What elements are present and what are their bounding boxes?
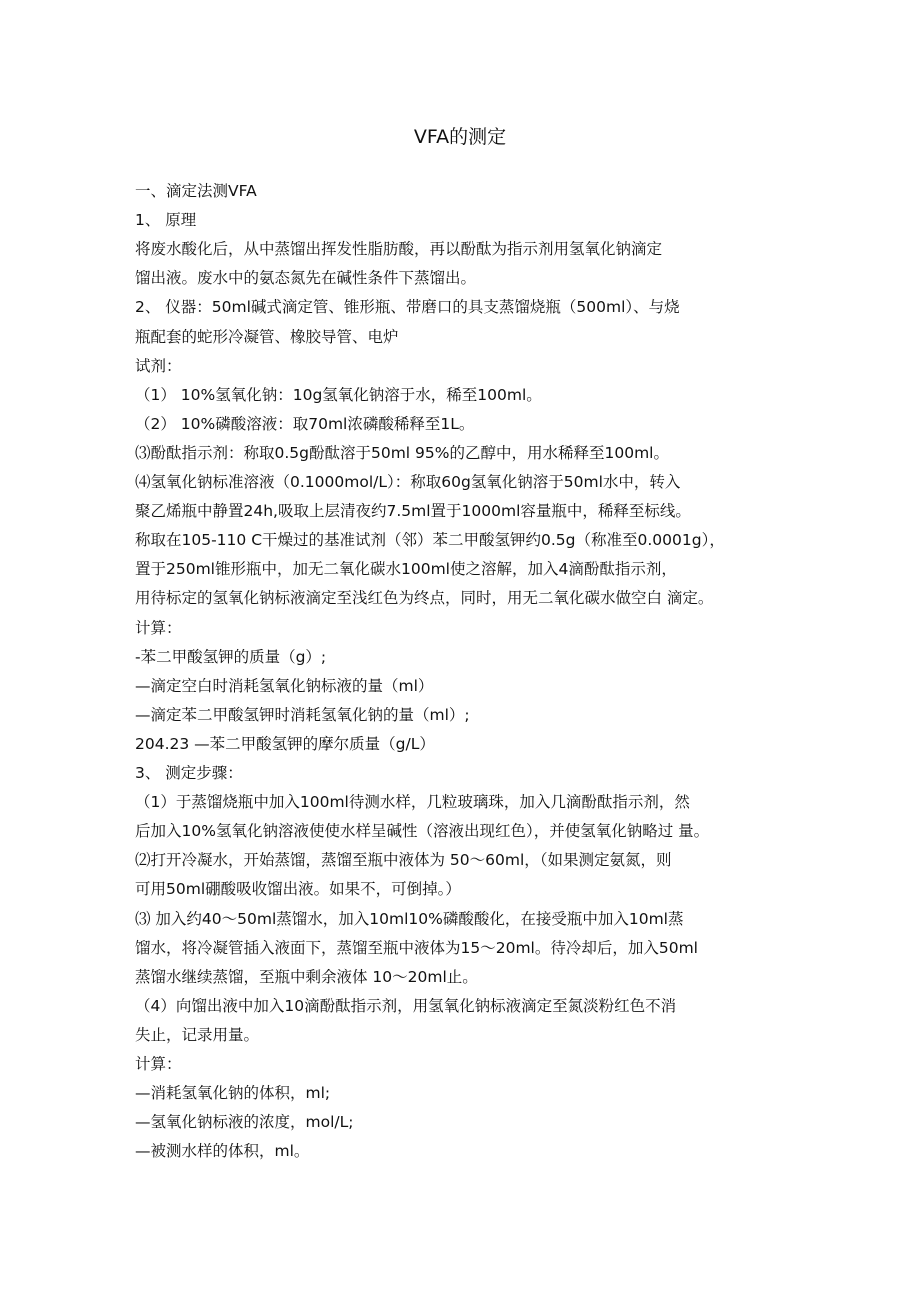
- text-line: 置于250ml锥形瓶中，加无二氧化碳水100ml使之溶解，加入4滴酚酞指示剂，: [135, 560, 677, 579]
- text-line: 1、 原理: [135, 211, 197, 230]
- text-line: 计算：: [135, 618, 182, 637]
- text-line: 204.23 —苯二甲酸氢钾的摩尔质量（g/L）: [135, 734, 435, 753]
- text-line: 将废水酸化后，从中蒸馏出挥发性脂肪酸，再以酚酞为指示剂用氢氧化钠滴定: [135, 240, 663, 259]
- text-line: 可用50ml硼酸吸收馏出液。如果不，可倒掉。）: [135, 880, 461, 899]
- text-line: ⑵打开冷凝水，开始蒸馏，蒸馏至瓶中液体为 50～60ml，（如果测定氨氮，则: [135, 851, 672, 870]
- text-line: ⑶ 加入约40～50ml蒸馏水，加入10ml10%磷酸酸化，在接受瓶中加入10ml蒸: [135, 909, 684, 928]
- text-line: 聚乙烯瓶中静置24h,吸取上层清夜约7.5ml置于1000ml容量瓶中，稀释至标线。: [135, 502, 691, 521]
- text-line: 计算：: [135, 1055, 182, 1073]
- text-line: ⑷氢氧化钠标准溶液（0.1000mol/L）：称取60g氢氧化钠溶于50ml水中，转入: [135, 473, 681, 491]
- text-line: —滴定苯二甲酸氢钾时消耗氢氧化钠的量（ml）;: [135, 705, 470, 724]
- text-line: 瓶配套的蛇形冷凝管、橡胶导管、电炉: [135, 327, 399, 346]
- text-line: 用待标定的氢氧化钠标液滴定至浅红色为终点，同时，用无二氧化碳水做空白 滴定。: [135, 589, 714, 608]
- text-line: -苯二甲酸氢钾的质量（g）;: [135, 647, 327, 666]
- text-line: ⑶酚酞指示剂：称取0.5g酚酞溶于50ml 95%的乙醇中，用水稀释至100ml。: [135, 443, 669, 462]
- text-line: （1） 10%氢氧化钠：10g氢氧化钠溶于水，稀至100ml。: [135, 385, 542, 404]
- text-line: （4）向馏出液中加入10滴酚酞指示剂，用氢氧化钠标液滴定至氮淡粉红色不消: [135, 996, 677, 1015]
- text-line: —消耗氢氧化钠的体积，ml;: [135, 1084, 331, 1103]
- document-title: VFA的测定: [413, 126, 507, 148]
- text-line: —滴定空白时消耗氢氧化钠标液的量（ml）: [135, 676, 434, 695]
- text-line: 馏水，将冷凝管插入液面下，蒸馏至瓶中液体为15～20ml。待冷却后，加入50ml: [135, 938, 698, 957]
- text-line: （1）于蒸馏烧瓶中加入100ml待测水样，几粒玻璃珠，加入几滴酚酞指示剂，然: [135, 793, 690, 812]
- text-line: 2、 仪器：50ml碱式滴定管、锥形瓶、带磨口的具支蒸馏烧瓶（500ml）、与烧: [135, 298, 680, 317]
- text-line: —氢氧化钠标液的浓度，mol/L;: [135, 1113, 354, 1132]
- text-line: 馏出液。废水中的氨态氮先在碱性条件下蒸馏出。: [135, 269, 477, 288]
- text-line: 蒸馏水继续蒸馏，至瓶中剩余液体 10～20ml止。: [135, 967, 478, 986]
- text-line: —被测水样的体积，ml。: [135, 1142, 310, 1161]
- text-line: 失止，记录用量。: [135, 1025, 260, 1044]
- text-line: 3、 测定步骤：: [135, 764, 243, 782]
- text-line: 后加入10%氢氧化钠溶液使使水样呈碱性（溶液出现红色），并使氢氧化钠略过 量。: [135, 822, 710, 841]
- text-line: 试剂：: [135, 356, 182, 375]
- text-line: 称取在105-110 C干燥过的基准试剂（邻）苯二甲酸氢钾约0.5g（称准至0.0001g），: [135, 531, 725, 550]
- text-line: 一、滴定法测VFA: [135, 182, 257, 200]
- text-line: （2） 10%磷酸溶液：取70ml浓磷酸稀释至1L。: [135, 414, 475, 433]
